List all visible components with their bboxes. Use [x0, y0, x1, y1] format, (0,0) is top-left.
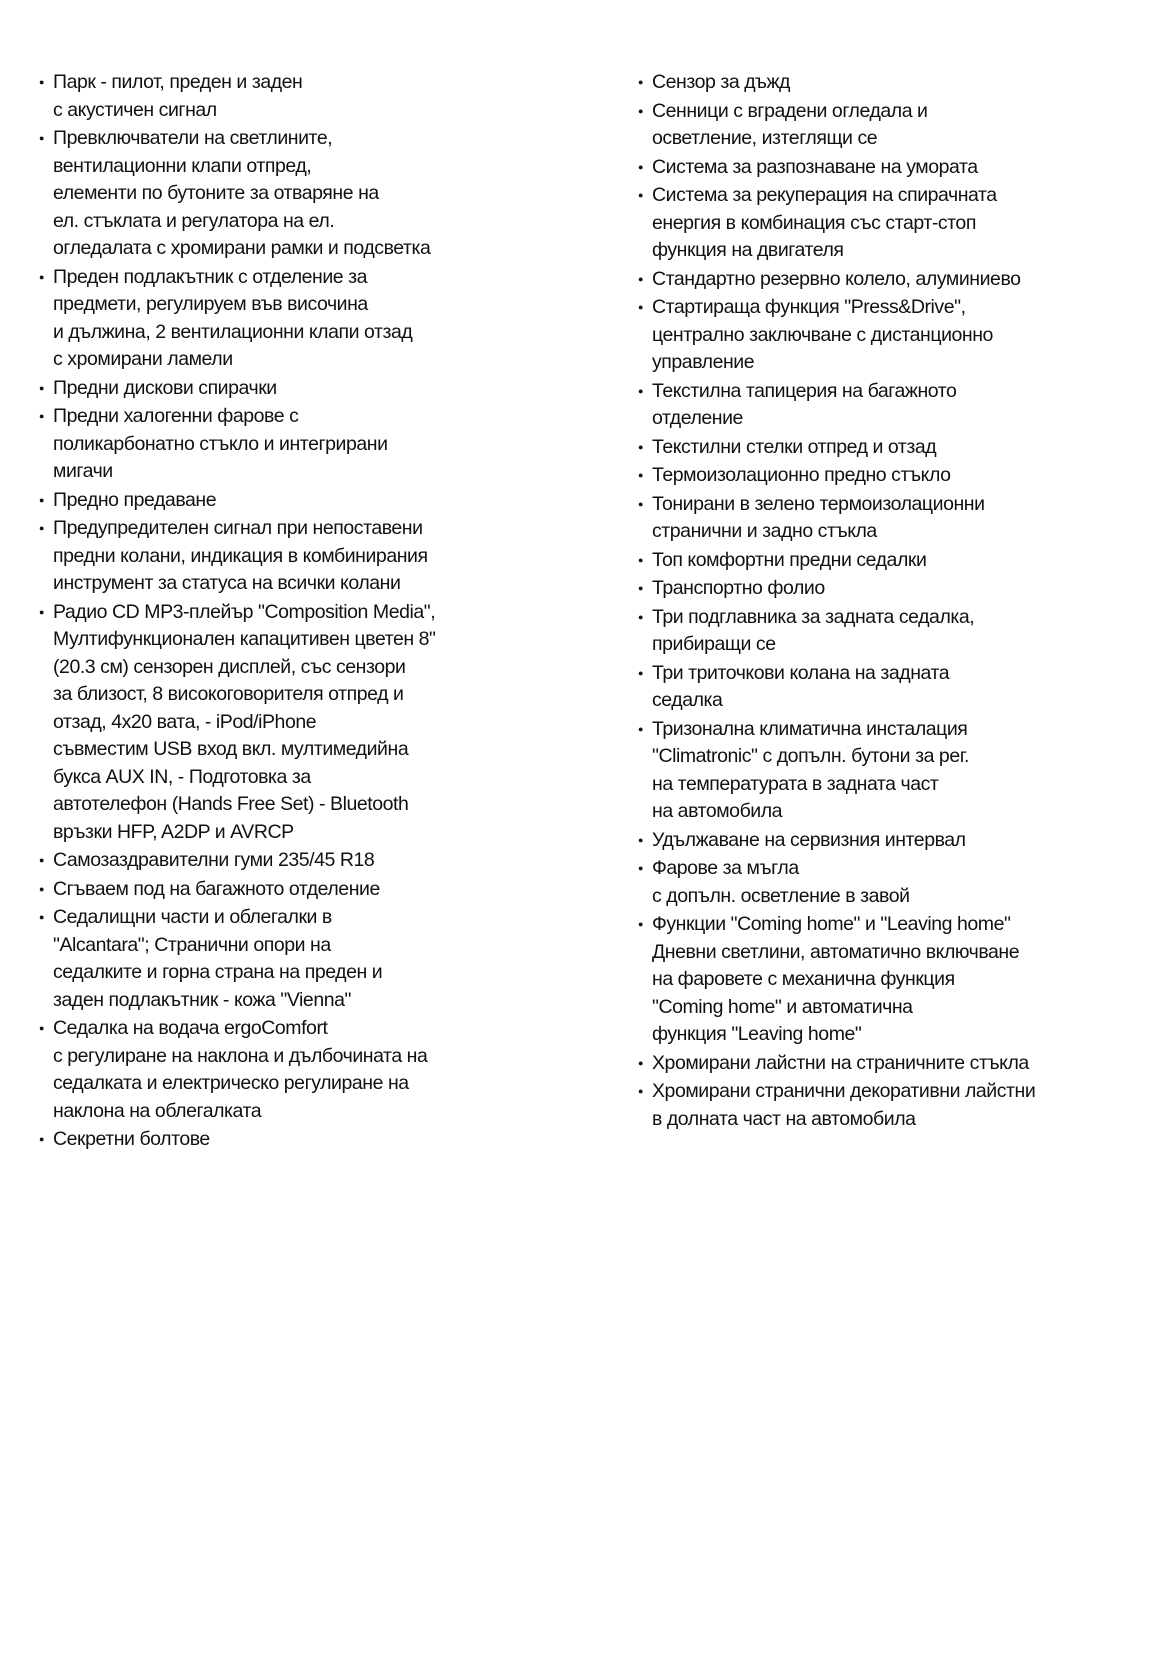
list-item-text: Система за рекуперация на спирачната [652, 184, 997, 206]
list-item [38, 599, 578, 847]
list-item [38, 1126, 578, 1154]
list-item [637, 1078, 1157, 1133]
list-item-text: Секретни болтове [53, 1128, 210, 1150]
list-item-text: с хромирани ламели [53, 348, 233, 370]
list-item-text: Хромирани лайстни на страничните стъкла [652, 1051, 1029, 1074]
list-item-text: отзад, 4x20 вата, - iPod/iPhone [53, 710, 317, 733]
list-item-text: Удължаване на сервизния интервал [652, 828, 966, 851]
list-item-text: Топ комфортни предни седалки [652, 548, 927, 571]
list-item-text: инструмент за статуса на всички колани [53, 572, 401, 594]
list-item [38, 515, 578, 598]
list-item-text: Преден подлакътник с отделение за [53, 265, 368, 288]
list-item-text: Тонирани в зелено термоизолационни [652, 492, 985, 515]
bullet-icon: ● [638, 161, 644, 172]
list-item [637, 182, 1157, 265]
bullet-icon: ● [39, 883, 45, 894]
bullet-icon: ● [638, 385, 644, 396]
list-item [637, 294, 1157, 377]
list-item-text: "Alcantara"; Странични опори на [53, 933, 331, 956]
list-item-text: елементи по бутоните за отваряне на [53, 182, 379, 204]
list-item-text: в долната част на автомобила [652, 1107, 916, 1130]
list-item-text: съвместим USB вход вкл. мултимедийна [53, 738, 409, 760]
left-feature-list [38, 69, 578, 1155]
list-item [637, 98, 1157, 153]
list-item-text: седалките и горна страна на преден и [53, 961, 383, 983]
list-item-text: енергия в комбинация със старт-стоп [652, 211, 976, 234]
list-item [637, 69, 1157, 97]
list-item-text: осветление, изтеглящи се [652, 127, 878, 149]
list-item [637, 660, 1157, 715]
bullet-icon: ● [638, 919, 644, 929]
bullet-icon: ● [638, 77, 644, 87]
list-item [637, 266, 1157, 294]
list-item-text: предни колани, индикация в комбинирания [53, 544, 428, 567]
list-item-text: Текстилна тапицерия на багажното [652, 379, 957, 402]
list-item-text: Транспортно фолио [652, 577, 825, 599]
list-item-text: огледалата с хромирани рамки и подсветка [53, 237, 431, 259]
list-item-text: Сгъваем под на багажното отделение [53, 877, 380, 900]
bullet-icon: ● [39, 523, 45, 533]
bullet-icon: ● [638, 863, 644, 873]
list-item-text: заден подлакътник - кожа "Vienna" [53, 988, 351, 1011]
list-item-text: Сенници с вградени огледала и [652, 99, 928, 122]
list-item-text: Предни халогенни фарове с [53, 405, 299, 427]
bullet-icon: ● [638, 105, 644, 116]
list-item [637, 491, 1157, 546]
list-item-text: функция "Leaving home" [652, 1023, 862, 1045]
list-item [637, 911, 1157, 1049]
list-item-text: на фаровете с механична функция [652, 968, 955, 990]
list-item [637, 827, 1157, 855]
list-item-text: Стандартно резервно колело, алуминиево [652, 267, 1021, 290]
list-item-text: отделение [652, 407, 743, 429]
list-item-text: Функции "Coming home" и "Leaving home" [652, 913, 1011, 935]
list-item-text: Мултифункционален капацитивен цветен 8" [53, 628, 436, 650]
list-item [38, 403, 578, 486]
list-item-text: мигачи [53, 460, 113, 482]
list-item-text: Седалищни части и облегалки в [53, 906, 332, 928]
list-item [637, 434, 1157, 462]
bullet-icon: ● [39, 271, 45, 282]
bullet-icon: ● [39, 606, 45, 617]
bullet-icon: ● [39, 133, 45, 143]
list-item-text: функция на двигателя [652, 239, 844, 261]
list-item-text: ел. стъклата и регулатора на ел. [53, 209, 335, 232]
right-feature-list [637, 69, 1157, 1134]
bullet-icon: ● [638, 190, 644, 200]
list-item-text: Самозаздравителни гуми 235/45 R18 [53, 849, 375, 871]
list-item-text: Парк - пилот, преден и заден [53, 71, 303, 93]
bullet-icon: ● [39, 912, 45, 922]
list-item-text: поликарбонатно стъкло и интегрирани [53, 432, 388, 455]
list-item-text: Дневни светлини, автоматично включване [652, 940, 1020, 963]
list-item [38, 847, 578, 875]
list-item-text: (20.3 см) сензорен дисплей, със сензори [53, 655, 406, 678]
list-item-text: странични и задно стъкла [652, 520, 877, 542]
list-item-text: връзки HFP, A2DP и AVRCP [53, 820, 294, 843]
bullet-icon: ● [638, 470, 644, 480]
list-item-text: автотелефон (Hands Free Set) - Bluetooth [53, 793, 409, 815]
list-item-text: с регулиране на наклона и дълбочината на [53, 1044, 428, 1067]
list-item [637, 1050, 1157, 1078]
list-item [38, 904, 578, 1014]
bullet-icon: ● [39, 494, 45, 505]
bullet-icon: ● [638, 554, 644, 565]
list-item-text: Фарове за мъгла [652, 857, 799, 879]
list-item [637, 575, 1157, 603]
bullet-icon: ● [39, 411, 45, 421]
list-item-text: Текстилни стелки отпред и отзад [652, 435, 937, 458]
list-item [637, 855, 1157, 910]
list-item-text: вентилационни клапи отпред, [53, 154, 312, 177]
bullet-icon: ● [638, 667, 644, 678]
list-item-text: седалката и електрическо регулиране на [53, 1072, 409, 1094]
bullet-icon: ● [638, 611, 644, 622]
bullet-icon: ● [39, 1134, 45, 1144]
list-item-text: управление [652, 351, 755, 373]
bullet-icon: ● [638, 498, 644, 509]
bullet-icon: ● [638, 583, 644, 593]
list-item-text: и дължина, 2 вентилационни клапи отзад [53, 320, 413, 343]
list-item-text: Предни дискови спирачки [53, 376, 277, 399]
bullet-icon: ● [638, 834, 644, 845]
list-item-text: за близост, 8 високоговорителя отпред и [53, 683, 404, 705]
list-item [637, 378, 1157, 433]
list-item-text: наклона на облегалката [53, 1099, 262, 1122]
list-item-text: Тризонална климатична инсталация [652, 717, 968, 740]
list-item-text: Три триточкови колана на задната [652, 661, 950, 684]
list-item [38, 487, 578, 515]
list-item-text: Радио CD MP3-плейър "Composition Media", [53, 600, 436, 623]
list-item-text: Седалка на водача ergoComfort [53, 1017, 328, 1039]
list-item [637, 604, 1157, 659]
bullet-icon: ● [638, 1057, 644, 1068]
bullet-icon: ● [39, 382, 45, 393]
list-item [38, 264, 578, 374]
list-item-text: Хромирани странични декоративни лайстни [652, 1080, 1036, 1102]
list-item-text: "Coming home" и автоматична [652, 995, 913, 1018]
list-item [38, 375, 578, 403]
list-item [637, 716, 1157, 826]
bullet-icon: ● [39, 855, 45, 865]
bullet-icon: ● [638, 1086, 644, 1096]
list-item-text: Предупредителен сигнал при непоставени [53, 517, 423, 539]
list-item-text: Три подглавника за задната седалка, [652, 605, 975, 628]
list-item [637, 154, 1157, 182]
list-item-text: Превключватели на светлините, [53, 127, 333, 149]
list-item [637, 547, 1157, 575]
bullet-icon: ● [638, 723, 644, 734]
list-item [637, 462, 1157, 490]
list-item-text: Стартираща функция "Press&Drive", [652, 296, 966, 318]
list-item-text: седалка [652, 689, 723, 711]
bullet-icon: ● [39, 77, 45, 87]
list-item-text: Система за разпознаване на умората [652, 155, 978, 178]
list-item [38, 125, 578, 263]
list-item-text: "Climatronic" с допълн. бутони за рег. [652, 745, 969, 767]
list-item-text: на автомобила [652, 800, 783, 822]
list-item-text: централно заключване с дистанционно [652, 323, 993, 346]
list-item-text: букса AUX IN, - Подготовка за [53, 765, 311, 788]
list-item-text: с акустичен сигнал [53, 98, 217, 121]
list-item-text: Термоизолационно предно стъкло [652, 464, 951, 486]
list-item-text: с допълн. осветление в завой [652, 884, 910, 907]
list-item-text: на температурата в задната част [652, 772, 939, 795]
list-item-text: предмети, регулируем във височина [53, 293, 368, 315]
list-item-text: прибиращи се [652, 633, 776, 655]
bullet-icon: ● [638, 302, 644, 312]
bullet-icon: ● [638, 441, 644, 452]
bullet-icon: ● [39, 1023, 45, 1033]
bullet-icon: ● [638, 273, 644, 284]
list-item [38, 69, 578, 124]
list-item-text: Сензор за дъжд [652, 71, 790, 93]
list-item [38, 876, 578, 904]
list-item [38, 1015, 578, 1125]
list-item-text: Предно предаване [53, 488, 217, 511]
